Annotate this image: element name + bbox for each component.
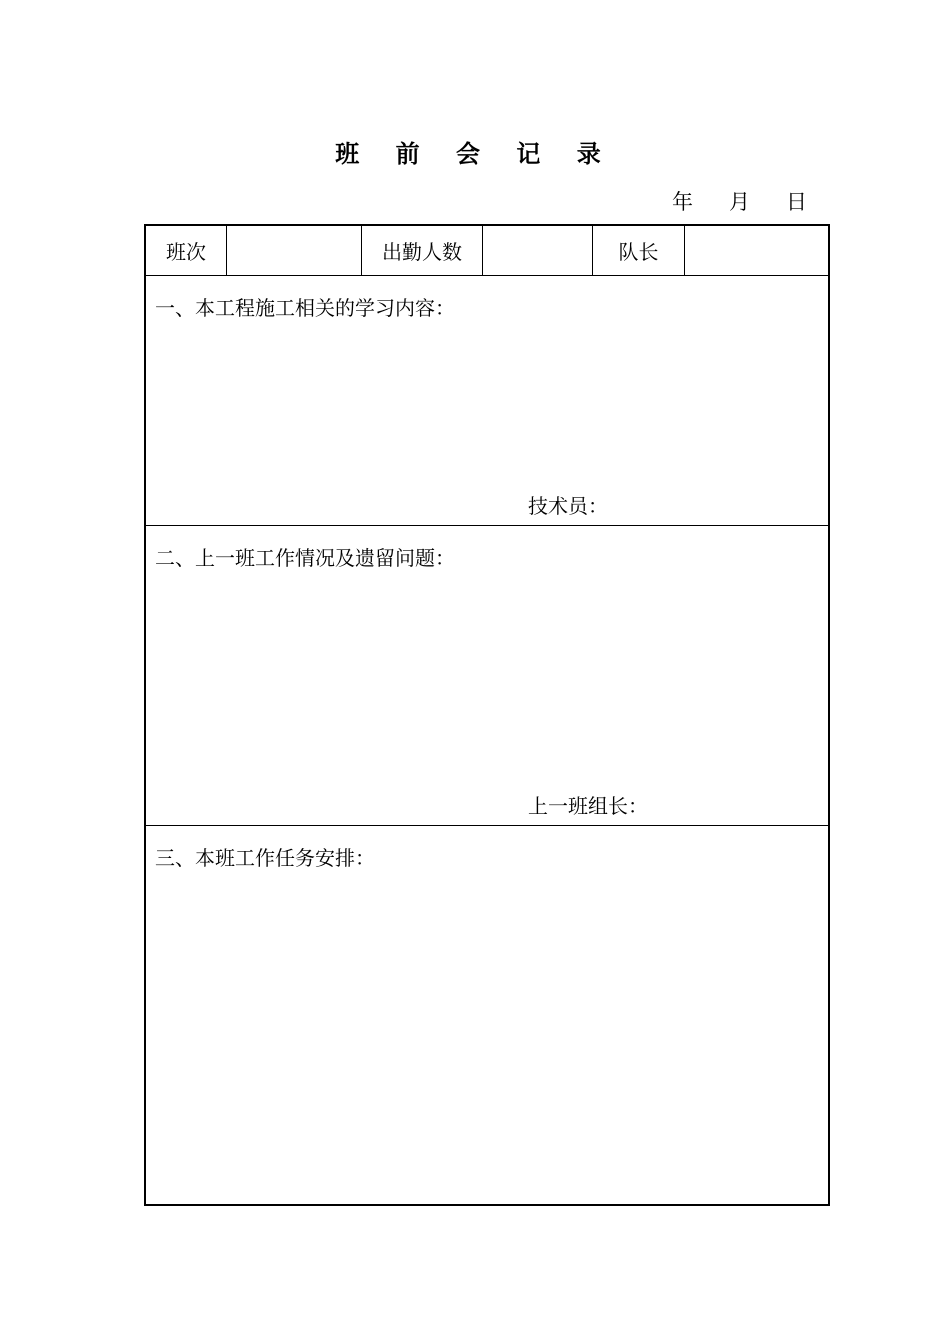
date-year-label: 年 [672, 190, 693, 214]
date-line [672, 186, 807, 216]
section-task-assignment[interactable] [146, 826, 828, 1204]
header-row [146, 226, 828, 276]
date-day-label: 日 [786, 190, 807, 214]
shift-label: 班次 [146, 226, 227, 275]
section-heading: 一、本工程施工相关的学习内容： [155, 296, 455, 320]
attendance-field[interactable] [483, 226, 593, 275]
shift-field[interactable] [227, 226, 362, 275]
previous-leader-signature-label: 上一班组长： [528, 794, 648, 818]
section-study-content[interactable] [146, 276, 828, 526]
meeting-record-form [144, 224, 830, 1206]
date-month-label: 月 [729, 190, 750, 214]
technician-signature-label: 技术员： [528, 494, 608, 518]
leader-label: 队长 [593, 226, 685, 275]
page-title: 班 前 会 记 录 [335, 140, 615, 168]
attendance-label: 出勤人数 [362, 226, 483, 275]
section-heading: 三、本班工作任务安排： [155, 846, 375, 870]
leader-field[interactable] [685, 226, 828, 275]
section-previous-shift[interactable] [146, 526, 828, 826]
section-heading: 二、上一班工作情况及遗留问题： [155, 546, 455, 570]
